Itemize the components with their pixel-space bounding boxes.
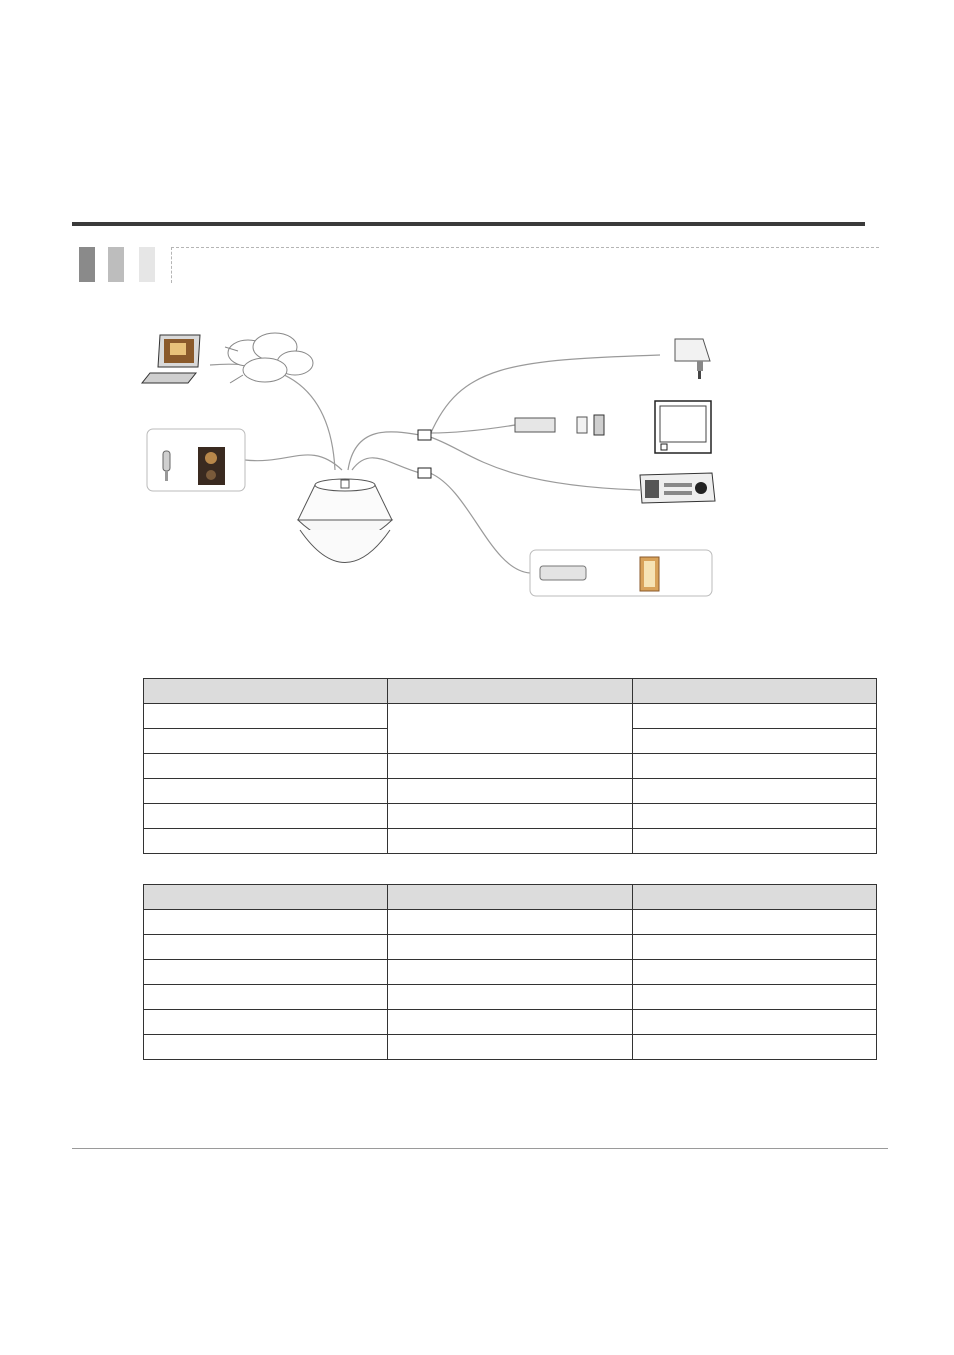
table-cell [388, 1010, 632, 1035]
table-cell [144, 804, 388, 829]
cable-rs485 [430, 437, 640, 490]
table-cell [388, 829, 632, 854]
section-marker-light [139, 247, 155, 282]
table-cell [388, 804, 632, 829]
section-marker-medium [108, 247, 124, 282]
table-row [144, 754, 877, 779]
table-cell [388, 985, 632, 1010]
table-row [144, 779, 877, 804]
table-cell [388, 1035, 632, 1060]
table-header-cell [388, 885, 632, 910]
table-header-cell [388, 679, 632, 704]
table-cell [632, 1035, 876, 1060]
table-cell [144, 935, 388, 960]
table-cell [388, 910, 632, 935]
table-header-cell [632, 885, 876, 910]
speaker-icon [198, 447, 225, 485]
table-row [144, 935, 877, 960]
table-header-row [144, 885, 877, 910]
table-cell [144, 1035, 388, 1060]
bnc-connector-icon [515, 415, 604, 435]
table-cell [632, 804, 876, 829]
table-cell [144, 779, 388, 804]
table-row [144, 960, 877, 985]
table-header-cell [144, 679, 388, 704]
table-cell [144, 829, 388, 854]
footer-rule [72, 1148, 888, 1149]
cable-alarm [430, 473, 530, 573]
table-row [144, 704, 877, 729]
table-row [144, 829, 877, 854]
table-cell [144, 985, 388, 1010]
cable-audio [245, 455, 342, 470]
section-marker-dark [79, 247, 95, 282]
cable-main-b [352, 458, 420, 473]
table-row [144, 1010, 877, 1035]
sensor-icon [540, 566, 586, 580]
table-cell [632, 910, 876, 935]
table-cell [144, 910, 388, 935]
table-cell [144, 754, 388, 779]
table-cell [632, 754, 876, 779]
dome-camera-icon [298, 479, 392, 563]
cable-main-a [348, 432, 420, 470]
table-row [144, 1035, 877, 1060]
table-cell [144, 729, 388, 754]
header-rule [72, 222, 865, 226]
table-cell [388, 935, 632, 960]
cable-video [430, 425, 515, 433]
table-row [144, 985, 877, 1010]
keyboard-controller-icon [640, 473, 715, 503]
table-header-cell [144, 885, 388, 910]
alarm-devices-box [530, 550, 712, 596]
table-cell [144, 1010, 388, 1035]
junction-box-b [418, 468, 431, 478]
table-row [144, 804, 877, 829]
spec-table-1 [143, 678, 877, 854]
table-cell [632, 704, 876, 729]
table-header-row [144, 679, 877, 704]
table-cell [632, 1010, 876, 1035]
table-cell-merged [388, 704, 632, 754]
monitor-icon [655, 401, 711, 453]
table-cell [388, 754, 632, 779]
table-cell [144, 704, 388, 729]
laptop-icon [142, 335, 200, 383]
table-cell [632, 935, 876, 960]
power-adapter-icon [675, 339, 710, 379]
connection-diagram [130, 325, 730, 615]
table-cell [632, 729, 876, 754]
table-cell [632, 779, 876, 804]
network-cloud-icon [225, 333, 313, 383]
table-cell [632, 960, 876, 985]
door-icon [640, 557, 659, 591]
spec-table-2 [143, 884, 877, 1060]
table-cell [632, 985, 876, 1010]
table-row [144, 910, 877, 935]
audio-devices-box [147, 429, 245, 491]
table-cell [388, 779, 632, 804]
table-cell [144, 960, 388, 985]
table-cell [388, 960, 632, 985]
table-cell [632, 829, 876, 854]
section-title-frame [171, 247, 879, 283]
table-header-cell [632, 679, 876, 704]
junction-box-a [418, 430, 431, 440]
